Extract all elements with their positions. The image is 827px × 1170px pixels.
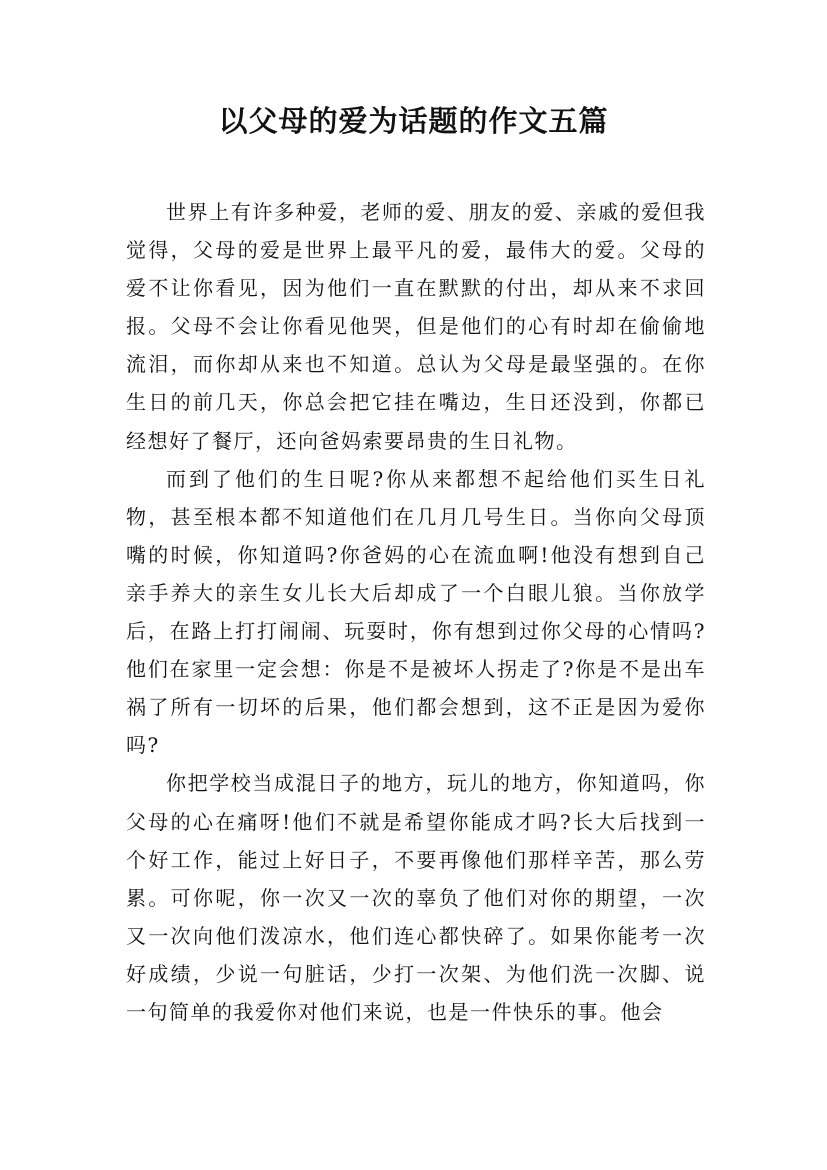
paragraph-3: 你把学校当成混日子的地方，玩儿的地方，你知道吗，你父母的心在痛呀!他们不就是希望你能成才吗?长大后找到一个好工作，能过上好日子，不要再像他们那样辛苦，那么劳累。可你呢，你一次又一次的辜负了他们对你的期望，一次又一次向他们泼凉水，他们连心都快碎了。如果你能考一次好成绩，少说一句脏话，少打一次架、为他们洗一次脚、说一句简单的我爱你对他们来说，也是一件快乐的事。他会 <box>126 771 706 1024</box>
paragraph-2: 而到了他们的生日呢?你从来都想不起给他们买生日礼物，甚至根本都不知道他们在几月几号生日。当你向父母顶嘴的时候，你知道吗?你爸妈的心在流血啊!他没有想到自己亲手养大的亲生女儿长大后却成了一个白眼儿狼。当你放学后，在路上打打闹闹、玩耍时，你有想到过你父母的心情吗?他们在家里一定会想：你是不是被坏人拐走了?你是不是出车祸了所有一切坏的后果，他们都会想到，这不正是因为爱你吗? <box>126 466 706 758</box>
paragraph-1: 世界上有许多种爱，老师的爱、朋友的爱、亲戚的爱但我觉得，父母的爱是世界上最平凡的爱，最伟大的爱。父母的爱不让你看见，因为他们一直在默默的付出，却从来不求回报。父母不会让你看见他哭，但是他们的心有时却在偷偷地流泪，而你却从来也不知道。总认为父母是最坚强的。在你生日的前几天，你总会把它挂在嘴边，生日还没到，你都已经想好了餐厅，还向爸妈索要昂贵的生日礼物。 <box>126 200 706 453</box>
document-body <box>126 193 706 1031</box>
document-title: 以父母的爱为话题的作文五篇 <box>218 104 609 138</box>
